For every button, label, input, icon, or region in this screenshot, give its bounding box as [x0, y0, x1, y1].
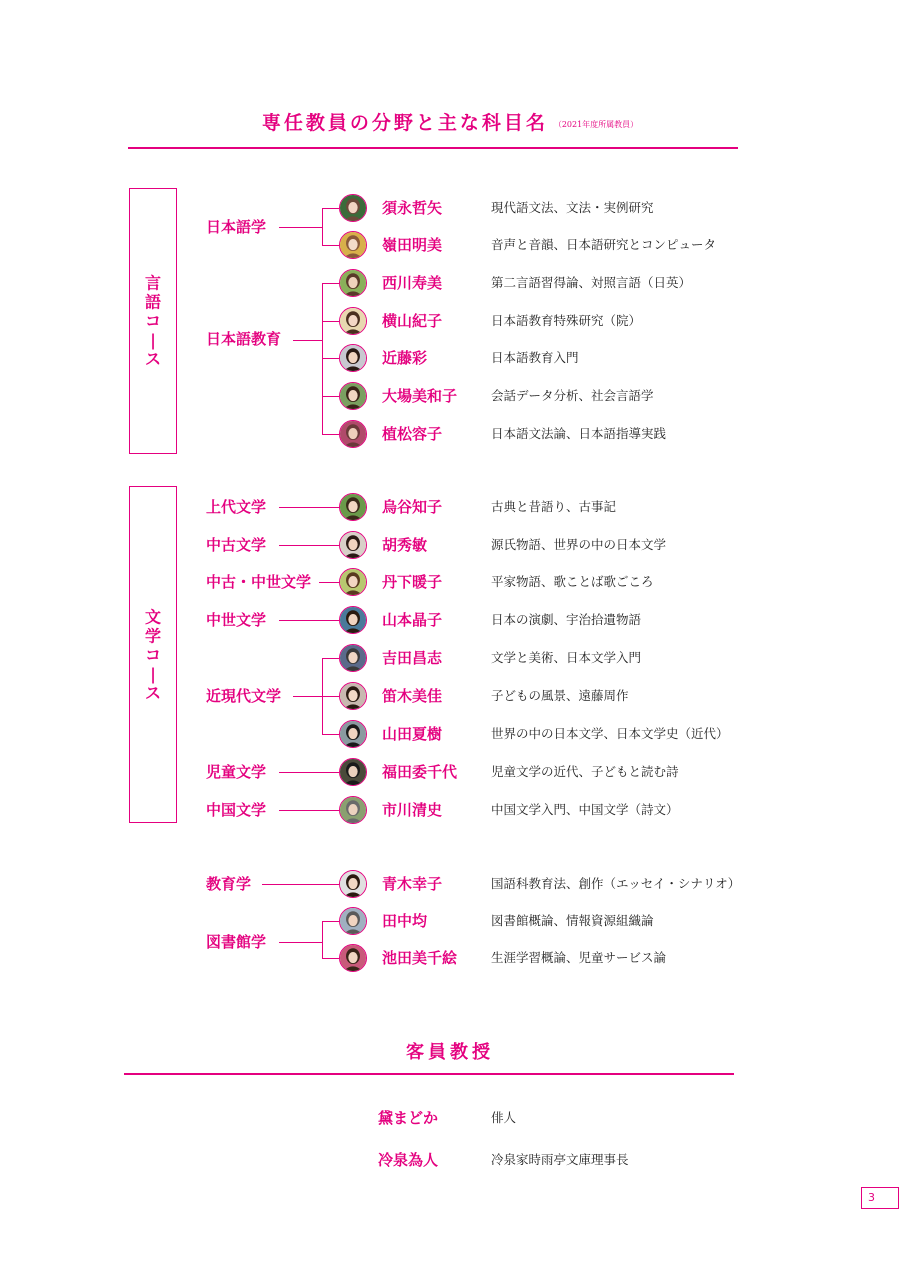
faculty-photo — [339, 907, 367, 935]
faculty-photo — [339, 644, 367, 672]
guest-name: 冷泉為人 — [378, 1151, 439, 1169]
course-label-language — [130, 274, 176, 369]
faculty-subject: 日本語教育特殊研究（院） — [491, 313, 642, 328]
guest-role: 俳人 — [491, 1110, 517, 1125]
connector-line — [322, 208, 323, 246]
field-kyoikugaku: 教育学 — [206, 875, 252, 893]
connector-line — [322, 396, 339, 397]
faculty-photo — [339, 231, 367, 259]
portrait-icon — [340, 232, 366, 258]
portrait-icon — [340, 721, 366, 747]
faculty-photo — [339, 720, 367, 748]
course-box-literature — [129, 486, 177, 823]
guest-role: 冷泉家時雨亭文庫理事長 — [491, 1152, 629, 1167]
faculty-photo — [339, 606, 367, 634]
field-nihongokyoiku: 日本語教育 — [206, 330, 282, 348]
portrait-icon — [340, 797, 366, 823]
faculty-name: 西川寿美 — [382, 274, 443, 292]
connector-line — [279, 545, 339, 546]
connector-line — [322, 321, 339, 322]
faculty-name: 横山紀子 — [382, 312, 443, 330]
faculty-name: 吉田昌志 — [382, 649, 443, 667]
faculty-name: 胡秀敏 — [382, 536, 428, 554]
faculty-photo — [339, 568, 367, 596]
connector-line — [322, 958, 339, 959]
faculty-subject: 世界の中の日本文学、日本文学史（近代） — [491, 726, 729, 741]
page-subtitle: （2021年度所属教員） — [553, 119, 639, 129]
connector-line — [322, 358, 339, 359]
faculty-name: 烏谷知子 — [382, 498, 443, 516]
portrait-icon — [340, 532, 366, 558]
faculty-subject: 児童文学の近代、子どもと読む詩 — [491, 764, 679, 779]
faculty-photo — [339, 758, 367, 786]
faculty-subject: 平家物語、歌ことば歌ごころ — [491, 574, 654, 589]
page-number: 3 — [861, 1187, 899, 1209]
portrait-icon — [340, 270, 366, 296]
connector-line — [262, 884, 339, 885]
faculty-photo — [339, 194, 367, 222]
faculty-photo — [339, 382, 367, 410]
faculty-subject: 古典と昔語り、古事記 — [491, 499, 617, 514]
faculty-photo — [339, 870, 367, 898]
course-label-char: 語 — [144, 292, 161, 312]
connector-line — [322, 208, 339, 209]
connector-line — [293, 340, 323, 341]
field-nihongogaku: 日本語学 — [206, 218, 267, 236]
faculty-name: 笛木美佳 — [382, 687, 443, 705]
connector-line — [322, 734, 339, 735]
portrait-icon — [340, 308, 366, 334]
portrait-icon — [340, 871, 366, 897]
connector-line — [322, 283, 339, 284]
faculty-subject: 会話データ分析、社会言語学 — [491, 388, 654, 403]
faculty-name: 山本晶子 — [382, 611, 443, 629]
faculty-subject: 子どもの風景、遠藤周作 — [491, 688, 629, 703]
course-label-char: | — [150, 330, 156, 350]
faculty-subject: 第二言語習得論、対照言語（日英） — [491, 275, 692, 290]
course-label-char: コ — [144, 311, 161, 331]
course-label-literature — [130, 607, 176, 702]
field-toshokangaku: 図書館学 — [206, 933, 267, 951]
guest-name: 黛まどか — [378, 1109, 439, 1127]
faculty-subject: 図書館概論、情報資源組織論 — [491, 913, 654, 928]
guest-divider — [124, 1073, 734, 1075]
faculty-name: 近藤彩 — [382, 349, 428, 367]
faculty-subject: 現代語文法、文法・実例研究 — [491, 200, 654, 215]
connector-line — [279, 227, 323, 228]
connector-line — [279, 810, 339, 811]
portrait-icon — [340, 494, 366, 520]
connector-line — [322, 921, 339, 922]
faculty-photo — [339, 269, 367, 297]
portrait-icon — [340, 683, 366, 709]
connector-line — [279, 507, 339, 508]
faculty-subject: 音声と音韻、日本語研究とコンピュータ — [491, 237, 717, 252]
course-label-char: | — [150, 664, 156, 683]
faculty-subject: 文学と美術、日本文学入門 — [491, 650, 642, 665]
connector-line — [279, 942, 323, 943]
faculty-subject: 国語科教育法、創作（エッセイ・シナリオ） — [491, 876, 741, 891]
field-chusei: 中世文学 — [206, 611, 267, 629]
connector-line — [322, 283, 323, 435]
page-title-text: 専任教員の分野と主な科目名 — [261, 112, 548, 134]
course-label-char: 言 — [144, 273, 161, 293]
faculty-photo — [339, 796, 367, 824]
portrait-icon — [340, 945, 366, 971]
faculty-name: 丹下暖子 — [382, 573, 443, 591]
faculty-photo — [339, 682, 367, 710]
faculty-subject: 中国文学入門、中国文学（詩文） — [491, 802, 679, 817]
course-label-char: 学 — [144, 626, 161, 645]
field-jodai: 上代文学 — [206, 498, 267, 516]
course-label-char: コ — [144, 645, 161, 664]
faculty-photo — [339, 344, 367, 372]
field-jido: 児童文学 — [206, 763, 267, 781]
faculty-name: 須永哲矢 — [382, 199, 443, 217]
connector-line — [279, 772, 339, 773]
page-title — [0, 108, 900, 135]
faculty-name: 大場美和子 — [382, 387, 458, 405]
field-chugoku: 中国文学 — [206, 801, 267, 819]
faculty-subject: 日本の演劇、宇治拾遺物語 — [491, 612, 642, 627]
faculty-name: 植松容子 — [382, 425, 443, 443]
portrait-icon — [340, 195, 366, 221]
faculty-subject: 日本語文法論、日本語指導実践 — [491, 426, 667, 441]
course-label-char: ス — [144, 683, 161, 702]
connector-line — [322, 658, 339, 659]
course-label-char: 文 — [144, 607, 161, 626]
field-chuko-chusei: 中古・中世文学 — [206, 573, 312, 591]
portrait-icon — [340, 759, 366, 785]
faculty-name: 山田夏樹 — [382, 725, 443, 743]
connector-line — [319, 582, 339, 583]
faculty-photo — [339, 944, 367, 972]
portrait-icon — [340, 345, 366, 371]
portrait-icon — [340, 421, 366, 447]
connector-line — [322, 696, 339, 697]
portrait-icon — [340, 908, 366, 934]
faculty-subject: 生涯学習概論、児童サービス論 — [491, 950, 667, 965]
portrait-icon — [340, 569, 366, 595]
connector-line — [293, 696, 323, 697]
faculty-name: 池田美千絵 — [382, 949, 458, 967]
guest-section-title: 客員教授 — [406, 1042, 494, 1063]
title-divider — [128, 147, 738, 149]
faculty-subject: 日本語教育入門 — [491, 350, 579, 365]
course-label-char: ス — [144, 349, 161, 369]
connector-line — [322, 434, 339, 435]
connector-line — [322, 921, 323, 959]
faculty-photo — [339, 493, 367, 521]
course-box-language — [129, 188, 177, 454]
faculty-name: 福田委千代 — [382, 763, 458, 781]
field-kingendai: 近現代文学 — [206, 687, 282, 705]
faculty-photo — [339, 420, 367, 448]
portrait-icon — [340, 645, 366, 671]
field-chuko: 中古文学 — [206, 536, 267, 554]
faculty-name: 市川清史 — [382, 801, 443, 819]
faculty-name: 田中均 — [382, 912, 428, 930]
connector-line — [279, 620, 339, 621]
faculty-subject: 源氏物語、世界の中の日本文学 — [491, 537, 667, 552]
faculty-photo — [339, 307, 367, 335]
faculty-name: 青木幸子 — [382, 875, 443, 893]
connector-line — [322, 245, 339, 246]
faculty-photo — [339, 531, 367, 559]
portrait-icon — [340, 607, 366, 633]
portrait-icon — [340, 383, 366, 409]
faculty-name: 嶺田明美 — [382, 236, 443, 254]
